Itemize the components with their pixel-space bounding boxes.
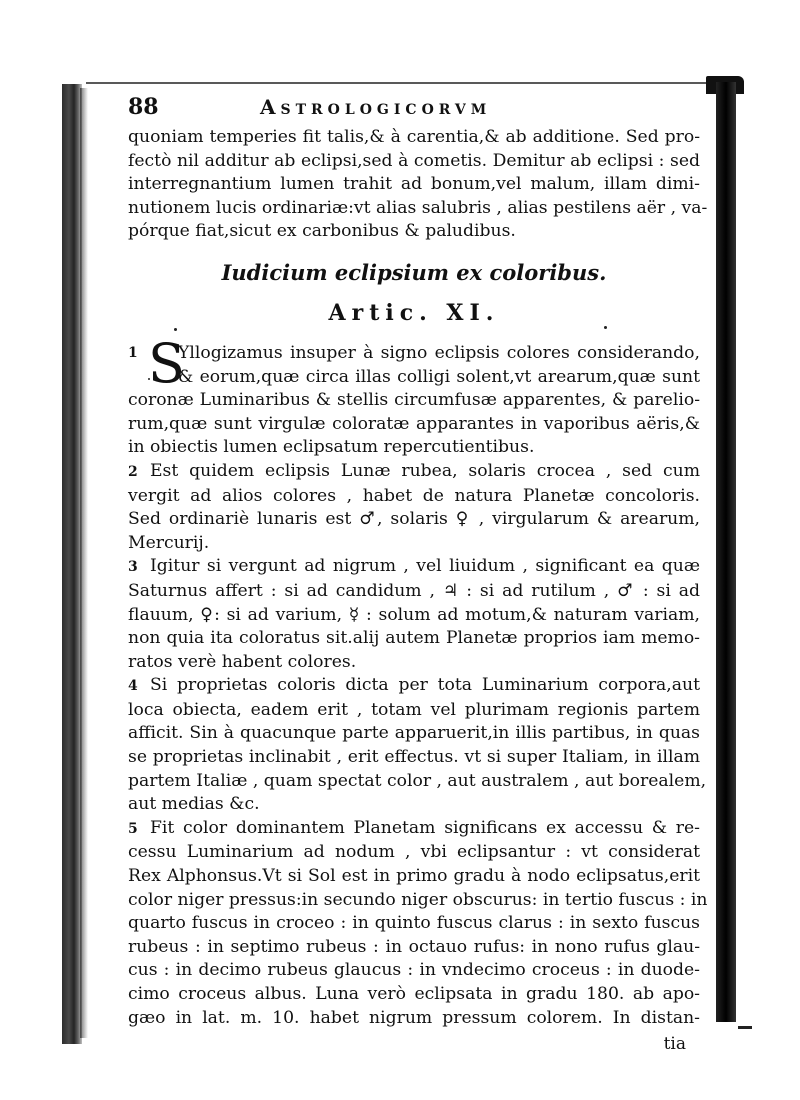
binding-gutter-edge [80, 88, 88, 1038]
paragraph-number: 2 [128, 463, 138, 480]
paragraph-number: 5 [128, 820, 138, 837]
text-line: cimo croceus albus. Luna verò eclipsata in gradu 180. ab apo- [128, 984, 700, 1004]
corner-mark [738, 1026, 752, 1029]
catchword: tia [663, 1033, 686, 1054]
text-line: non quia ita coloratus sit.alij autem Planetæ proprios iam memo- [128, 628, 700, 649]
text-line [128, 674, 700, 699]
binding-gutter-shadow [62, 84, 82, 1044]
text-line: gæo in lat. m. 10. habet nigrum pressum colorem. In distan- [128, 1007, 700, 1028]
text-line: rubeus : in septimo rubeus : in octauo rufus: in nono rufus glau- [128, 936, 700, 957]
text-line: rum,quæ sunt virgulæ coloratæ apparantes in vaporibus aëris,& [128, 413, 700, 434]
top-page-edge [86, 82, 732, 84]
text-line: se proprietas inclinabit , erit effectus. vt si super Italiam, in illam [128, 747, 700, 768]
text-line: in obiectis lumen eclipsatum repercutientibus. [128, 437, 535, 458]
paragraph-4 [128, 674, 707, 817]
text-line: vergit ad alios colores , habet de natura Planetæ concoloris. [128, 485, 700, 506]
text-line: pórque fiat,sicut ex carbonibus & paludibus. [128, 221, 516, 242]
text-line [128, 460, 700, 485]
paragraph-number: 1 [128, 344, 138, 361]
paragraph-5 [128, 817, 708, 1054]
page-body [128, 94, 708, 1054]
text-line: Mercurij. [128, 532, 210, 553]
running-head: Astrologicorvm [260, 95, 492, 119]
text-line: Rex Alphonsus.Vt si Sol est in primo gradu à nodo eclipsatus,erit [128, 866, 700, 887]
text-line [128, 342, 700, 366]
text-line [128, 817, 700, 842]
page-number: 88 [128, 94, 159, 120]
paragraph-number: 4 [128, 678, 138, 695]
text-line-content: Fit color dominantem Planetam significans ex accessu & re- [150, 817, 700, 838]
paragraph-2 [128, 460, 700, 555]
page-header [128, 94, 700, 126]
text-line: ratos verè habent colores. [128, 651, 357, 672]
text-line [128, 555, 700, 580]
text-line: & eorum,quæ circa illas colligi solent,vt arearum,quæ sunt [178, 366, 700, 387]
text-line: coronæ Luminaribus & stellis circumfusæ apparentes, & parelio- [128, 390, 700, 411]
text-line: quoniam temperies fit talis,& à carentia,& ab additione. Sed pro- [128, 127, 700, 147]
text-line: quarto fuscus in croceo : in quinto fuscus clarus : in sexto fuscus [128, 913, 700, 934]
text-line: loca obiecta, eadem erit , totam vel plurimam regionis partem [128, 699, 700, 720]
intro-paragraph [128, 126, 708, 244]
paragraph-number: 3 [128, 559, 138, 576]
text-line: cus : in decimo rubeus glaucus : in vndecimo croceus : in duode- [128, 960, 700, 981]
paragraph-3 [128, 555, 700, 674]
section-title: Iudicium eclipsium ex coloribus. [221, 259, 607, 285]
text-line: interregnantium lumen trahit ad bonum,vel malum, illam dimi- [128, 174, 700, 195]
text-line-content: Est quidem eclipsis Lunæ rubea, solaris crocea , sed cum [150, 460, 700, 481]
text-line: partem Italiæ , quam spectat color , aut australem , aut borealem, [128, 770, 707, 791]
right-page-edge-shadow [716, 82, 736, 1022]
drop-cap: S [148, 331, 185, 395]
text-line: aut medias &c. [128, 794, 260, 815]
text-line-content: Si proprietas coloris dicta per tota Luminarium corpora,aut [150, 675, 700, 696]
article-heading: Artic. XI. [328, 299, 500, 326]
text-line: afficit. Sin à quacunque parte apparuerit,in illis partibus, in quas [128, 723, 700, 744]
text-line: Sed ordinariè lunaris est ♂, solaris ♀ , virgularum & arearum, [128, 509, 700, 530]
text-line: flauum, ♀: si ad varium, ☿ : solum ad motum,& naturam variam, [128, 604, 700, 625]
text-line: nutionem lucis ordinariæ:vt alias salubris , alias pestilens aër , va- [128, 197, 708, 218]
paragraph-1 [128, 331, 700, 460]
text-line-content: Yllogizamus insuper à signo eclipsis colores considerando, [178, 342, 700, 363]
text-line: color niger pressus:in secundo niger obscurus: in tertio fuscus : in [128, 889, 708, 910]
text-line: Saturnus affert : si ad candidum , ♃ : si ad rutilum , ♂ : si ad [128, 580, 700, 601]
text-line: cessu Luminarium ad nodum , vbi eclipsantur : vt considerat [128, 842, 700, 863]
text-line-content: Igitur si vergunt ad nigrum , vel liuidum , significant ea quæ [150, 556, 700, 577]
text-line: fectò nil additur ab eclipsi,sed à cometis. Demitur ab eclipsi : sed [128, 150, 700, 171]
